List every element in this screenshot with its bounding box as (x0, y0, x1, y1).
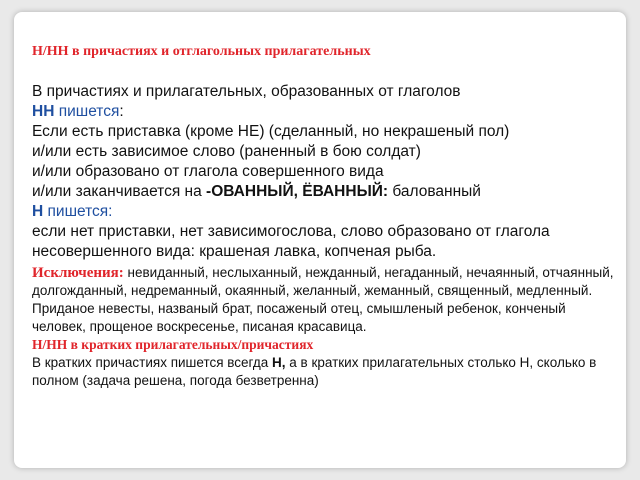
short-forms-text (32, 354, 620, 390)
exceptions-text: невиданный, неслыханный, нежданный, негаданный, нечаянный, отчаянный, долгожданный, недреманный, окаянный, желанный, жеманный, священный, медленный. (32, 265, 614, 298)
rule-4-suffix: балованный (388, 183, 481, 200)
slide-content (32, 44, 620, 390)
rule-1: Если есть приставка (кроме НЕ) (сделанный, но некрашеный пол) (32, 123, 510, 140)
rule-2: и/или есть зависимое слово (раненный в бою солдат) (32, 143, 421, 160)
rule-4-bold: -ОВАННЫЙ, ЁВАННЫЙ: (206, 183, 389, 200)
n-rule: если нет приставки, нет зависимогослова, слово образовано от глагола несовершенного вида: крашеная лавка, копченая рыба. (32, 223, 550, 260)
nn-colon: : (119, 103, 124, 120)
short-bold: Н, (272, 355, 286, 370)
nn-label: НН (32, 103, 55, 120)
exceptions-paragraph (32, 264, 620, 300)
short-prefix: В кратких причастиях пишется всегда (32, 355, 273, 370)
intro-text: В причастиях и прилагательных, образованных от глаголов (32, 83, 461, 100)
n-label: Н (32, 203, 44, 220)
nn-pishetsya: пишется (58, 103, 120, 120)
short-suffix: а в кратких прилагательных столько Н, сколько в полном (задача решена, погода безветренна) (32, 355, 597, 388)
n-heading (32, 202, 620, 222)
rule-3: и/или образовано от глагола совершенного вида (32, 163, 384, 180)
slide-frame (14, 12, 626, 468)
exceptions-2: Приданое невесты, названый брат, посаженый отец, смышленый ребенок, конченый человек, прощеное воскресенье, писаная красавица. (32, 301, 566, 334)
rule-4-prefix: и/или заканчивается на (32, 183, 207, 200)
n-pishetsya: пишется: (47, 203, 113, 220)
rule-4 (32, 182, 620, 202)
nn-heading (32, 102, 620, 122)
exceptions-label: Исключения: (32, 265, 124, 281)
short-forms-title: Н/НН в кратких прилагательных/причастиях (32, 337, 314, 352)
slide-title: Н/НН в причастиях и отглагольных прилагательных (32, 44, 371, 59)
